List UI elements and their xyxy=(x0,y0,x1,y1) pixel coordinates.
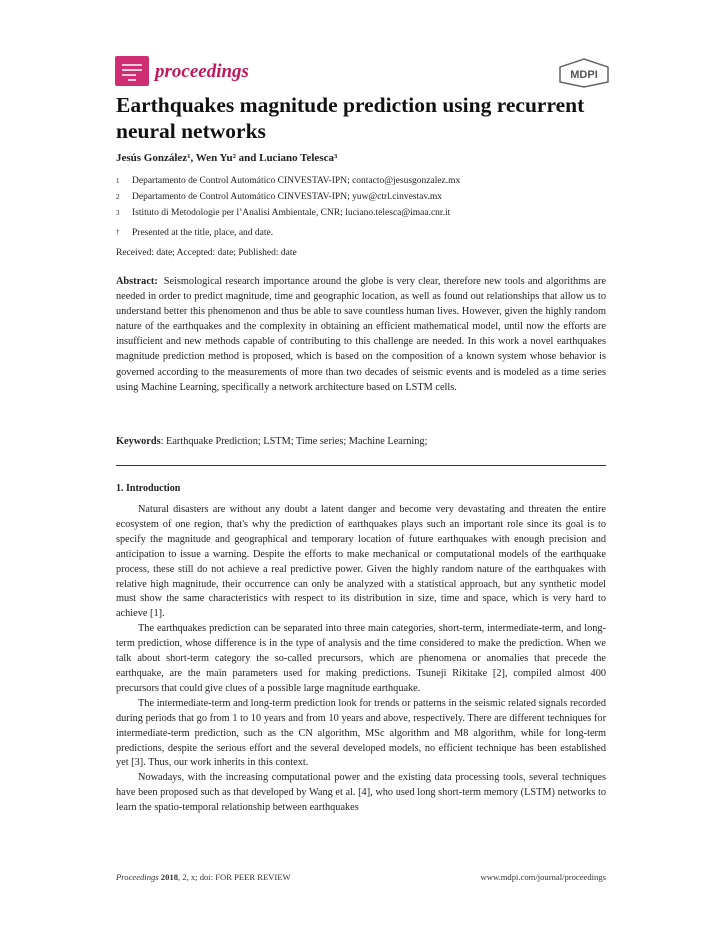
abstract-label: Abstract: xyxy=(116,276,158,287)
affiliations xyxy=(116,173,460,221)
presentation-footnote: † Presented at the title, place, and date. xyxy=(116,228,274,238)
mdpi-logo-icon xyxy=(558,58,610,88)
keywords: Keywords: Earthquake Prediction; LSTM; Time series; Machine Learning; xyxy=(116,436,428,447)
paragraph: Nowadays, with the increasing computational power and the existing data processing tools, several techniques have been proposed such as that developed by Wang et al. [4], who used long short-term memory (LSTM) networks to learn the spatio-temporal relationship between earthquakes xyxy=(116,772,606,814)
journal-url: www.mdpi.com/journal/proceedings xyxy=(480,872,606,882)
affiliation-2: 2 Departamento de Control Automático CINVESTAV-IPN; yuw@ctrl.cinvestav.mx xyxy=(116,192,443,202)
affiliation-3: 3 Istituto di Metodologie per l’Analisi Ambientale, CNR; luciano.telesca@imaa.cnr.it xyxy=(116,208,451,218)
body-text xyxy=(116,503,606,816)
authors: Jesús González¹, Wen Yu² and Luciano Telesca³ xyxy=(116,152,338,164)
received-dates: Received: date; Accepted: date; Published: date xyxy=(116,248,297,258)
journal-header xyxy=(115,56,610,92)
paragraph: Natural disasters are without any doubt a latent danger and become very devastating and threaten the entire ecosystem of one region, that's why the prediction of earthquakes plays such an important role since its goal is to specify the magnitude and geographical and temporary location of future earthquakes with enough precision and anticipation to issue a warning. Despite the efforts to make mechanical or computational models of the earthquake process, these still do not achieve a real predictive power. Given the highly random nature of the earthquakes with relative high magnitude, their occurrence can only be analyzed with a statistical approach, but any synthetic model must show the same characteristics with respect to its distribution in size, time and space, which is very hard to achieve [1]. xyxy=(116,504,606,620)
page-footer: Proceedings 2018, 2, x; doi: FOR PEER REVIEW www.mdpi.com/journal/proceedings xyxy=(116,872,606,882)
divider xyxy=(116,465,606,466)
abstract-text: Seismological research importance around the globe is very clear, therefore new tools and algorithms are needed in order to predict magnitude, time and geographic location, as well as found out relationships that allow us to understand better this phenomenon and thus be able to save countless human lives. However, given the highly random nature of the earthquakes and the complexity in obtaining an efficient mathematical model, until now the efforts are insufficient and new methods capable of contributing to this challenge are needed. In this work a novel earthquakes magnitude prediction method is proposed, which is based on the composition of a known system whose behavior is governed according to the measurements of more than two decades of seismic events and is modeled as a time series using Machine Learning, specifically a network architecture based on LSTM cells. xyxy=(116,276,606,393)
section-heading: 1. Introduction xyxy=(116,483,181,494)
paragraph: The earthquakes prediction can be separated into three main categories, short-term, intermediate-term, and long-term prediction, whose difference is in the type of analysis and the time considered to make the prediction. When we talk about short-term category the so-called precursors, which are phenomena or anomalies that precede the earthquake, are the main parameters used for making predictions. Tsuneji Rikitake [2], compiled almost 400 precursors that could give clues of a possible large magnitude earthquake. xyxy=(116,623,606,694)
paragraph: The intermediate-term and long-term prediction look for trends or patterns in the seismic related signals recorded during periods that go from 1 to 10 years and from 10 years and above, respectively. There are different techniques for intermediate-term prediction, such as the CN algorithm, MSc algorithm and M8 algorithm, while for long-term predictions, despite the serious effort and the several developed models, no efficient technique has been established yet [3]. Thus, our work inherits in this context. xyxy=(116,697,606,769)
affiliation-1: 1 Departamento de Control Automático CINVESTAV-IPN; contacto@jesusgonzalez.mx xyxy=(116,176,461,186)
svg-text:MDPI: MDPI xyxy=(570,69,598,81)
paper-title: Earthquakes magnitude prediction using recurrent neural networks xyxy=(116,93,585,143)
journal-name: proceedings xyxy=(155,61,249,82)
keywords-label: Keywords xyxy=(116,436,161,447)
proceedings-logo-icon xyxy=(115,56,149,86)
abstract xyxy=(116,274,606,395)
